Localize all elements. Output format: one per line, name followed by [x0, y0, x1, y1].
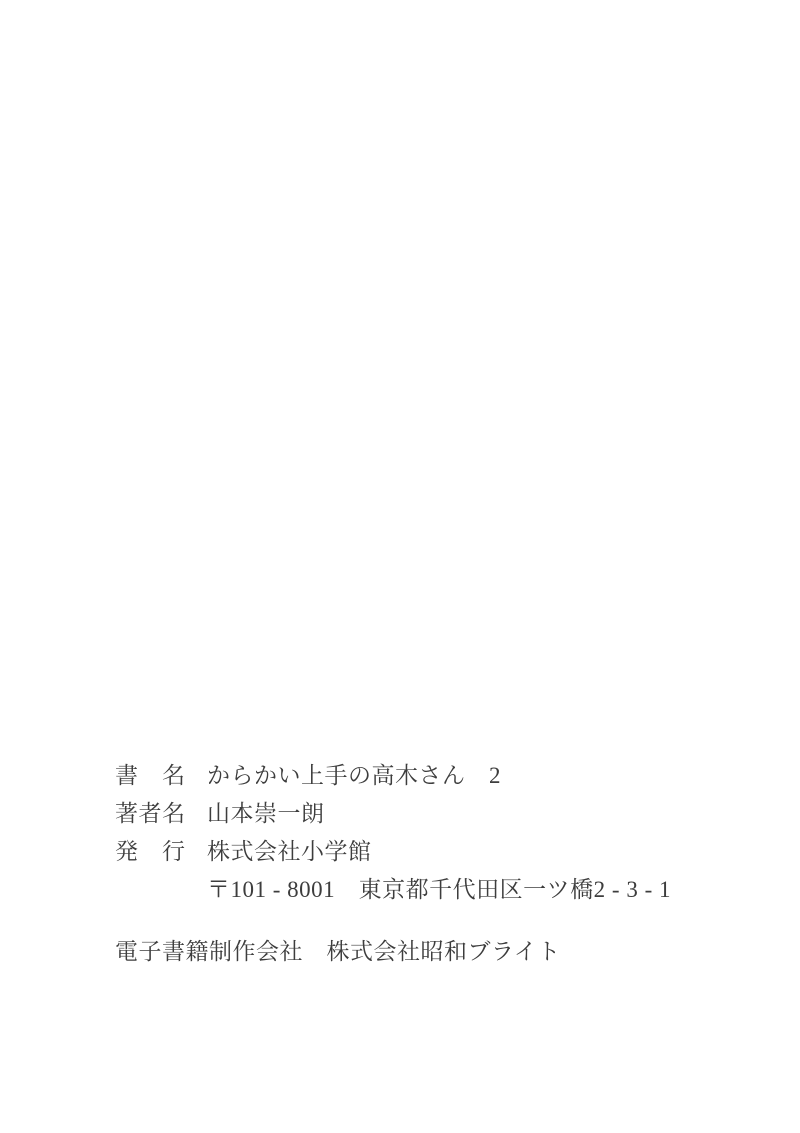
publisher-address: 〒101 - 8001 東京都千代田区一ツ橋2 - 3 - 1	[207, 877, 671, 902]
author-row	[115, 795, 671, 833]
publisher-value: 株式会社小学館	[207, 839, 372, 864]
author-label: 著者名	[115, 801, 186, 826]
book-title-value: からかい上手の高木さん 2	[207, 763, 501, 788]
book-title-row	[115, 757, 671, 795]
publisher-label: 発 行	[115, 839, 186, 864]
book-title-label: 書 名	[115, 763, 186, 788]
publisher-row	[115, 833, 671, 871]
colophon-block	[115, 757, 671, 971]
author-value: 山本崇一朗	[207, 801, 325, 826]
ebook-production-credit: 電子書籍制作会社 株式会社昭和ブライト	[115, 939, 561, 964]
